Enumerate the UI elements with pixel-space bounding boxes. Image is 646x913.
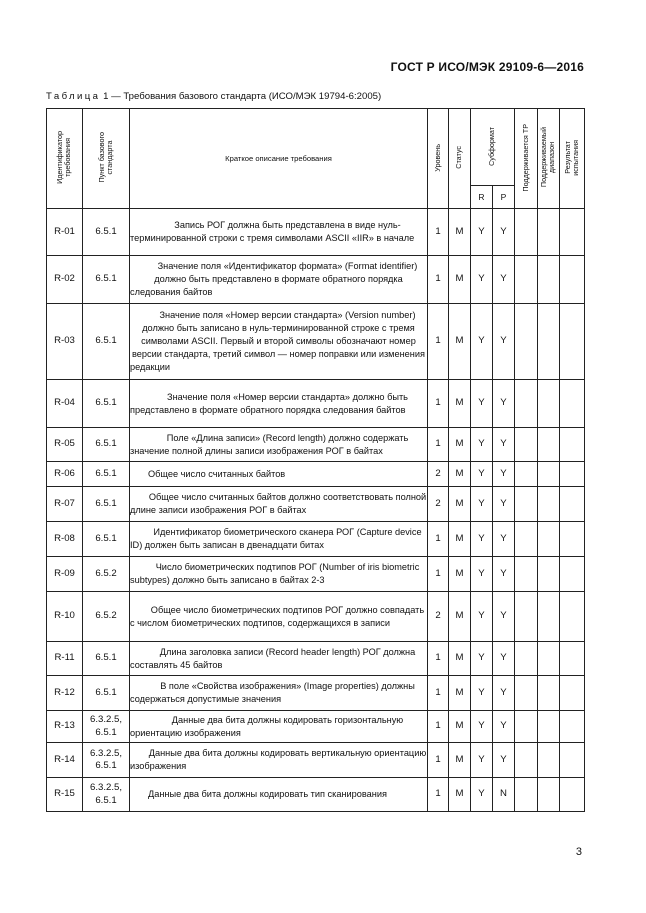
table-row: [47, 642, 585, 676]
req-subformat-r: Y: [471, 380, 493, 428]
req-clause: 6.5.1: [83, 209, 130, 256]
req-description: Общее число считанных байтов: [130, 462, 428, 487]
req-subformat-r: Y: [471, 711, 493, 743]
req-supported: [515, 304, 538, 380]
req-result: [560, 256, 585, 304]
table-row: [47, 743, 585, 778]
req-status: M: [449, 711, 471, 743]
req-description: Значение поля «Идентификатор формата» (Format identifier) должно быть представлено в формате обратного порядка следования байтов: [130, 256, 428, 304]
req-subformat-r: Y: [471, 778, 493, 812]
req-description: Длина заголовка записи (Record header length) РОГ должна составлять 45 байтов: [130, 642, 428, 676]
req-subformat-p: Y: [493, 592, 515, 642]
req-clause: 6.5.2: [83, 592, 130, 642]
req-range: [538, 304, 560, 380]
req-subformat-p: Y: [493, 743, 515, 778]
col-header-result: Результат испытания: [560, 109, 585, 209]
req-status: M: [449, 778, 471, 812]
req-clause: 6.5.2: [83, 557, 130, 592]
req-range: [538, 487, 560, 522]
col-header-status: Статус: [449, 109, 471, 209]
req-id: R-09: [47, 557, 83, 592]
table-row: [47, 557, 585, 592]
req-id: R-03: [47, 304, 83, 380]
req-id: R-04: [47, 380, 83, 428]
req-supported: [515, 428, 538, 462]
req-clause: 6.5.1: [83, 380, 130, 428]
req-status: M: [449, 642, 471, 676]
req-id: R-13: [47, 711, 83, 743]
req-result: [560, 462, 585, 487]
req-supported: [515, 676, 538, 711]
req-status: M: [449, 256, 471, 304]
req-clause: 6.5.1: [83, 462, 130, 487]
req-subformat-r: Y: [471, 462, 493, 487]
table-row: [47, 487, 585, 522]
req-level: 1: [428, 380, 449, 428]
req-id: R-05: [47, 428, 83, 462]
req-range: [538, 743, 560, 778]
req-subformat-r: Y: [471, 743, 493, 778]
req-result: [560, 711, 585, 743]
req-clause: 6.5.1: [83, 522, 130, 557]
req-level: 1: [428, 778, 449, 812]
req-subformat-p: Y: [493, 676, 515, 711]
req-status: M: [449, 557, 471, 592]
req-status: M: [449, 743, 471, 778]
req-id: R-12: [47, 676, 83, 711]
req-range: [538, 428, 560, 462]
req-status: M: [449, 304, 471, 380]
req-status: M: [449, 428, 471, 462]
req-range: [538, 522, 560, 557]
req-level: 1: [428, 256, 449, 304]
table-row: [47, 676, 585, 711]
col-header-subformat-p: P: [493, 186, 515, 209]
req-range: [538, 676, 560, 711]
req-subformat-p: Y: [493, 380, 515, 428]
req-range: [538, 209, 560, 256]
req-status: M: [449, 380, 471, 428]
req-level: 1: [428, 304, 449, 380]
req-subformat-p: Y: [493, 711, 515, 743]
req-id: R-06: [47, 462, 83, 487]
table-row: [47, 256, 585, 304]
req-description: Данные два бита должны кодировать горизонтальную ориентацию изображения: [130, 711, 428, 743]
req-supported: [515, 256, 538, 304]
req-level: 1: [428, 557, 449, 592]
req-id: R-15: [47, 778, 83, 812]
req-level: 2: [428, 462, 449, 487]
req-subformat-r: Y: [471, 256, 493, 304]
req-result: [560, 557, 585, 592]
req-level: 1: [428, 522, 449, 557]
req-description: Поле «Длина записи» (Record length) должно содержать значение полной длины записи изображения РОГ в байтах: [130, 428, 428, 462]
req-supported: [515, 778, 538, 812]
req-result: [560, 209, 585, 256]
table-row: [47, 711, 585, 743]
req-status: M: [449, 209, 471, 256]
table-row: [47, 522, 585, 557]
req-description: Данные два бита должны кодировать вертикальную ориентацию изображения: [130, 743, 428, 778]
req-subformat-r: Y: [471, 487, 493, 522]
req-clause: 6.5.1: [83, 428, 130, 462]
req-range: [538, 711, 560, 743]
req-result: [560, 428, 585, 462]
req-level: 1: [428, 743, 449, 778]
req-clause: 6.3.2.5, 6.5.1: [83, 778, 130, 812]
col-header-subformat-r: R: [471, 186, 493, 209]
req-range: [538, 256, 560, 304]
table-row: [47, 592, 585, 642]
req-description: Данные два бита должны кодировать тип сканирования: [130, 778, 428, 812]
table-caption: [46, 91, 381, 102]
req-subformat-r: Y: [471, 676, 493, 711]
req-subformat-p: Y: [493, 256, 515, 304]
req-subformat-p: Y: [493, 462, 515, 487]
table-row: [47, 778, 585, 812]
req-level: 2: [428, 487, 449, 522]
req-supported: [515, 592, 538, 642]
req-clause: 6.5.1: [83, 256, 130, 304]
req-subformat-r: Y: [471, 304, 493, 380]
req-result: [560, 522, 585, 557]
req-description: В поле «Свойства изображения» (Image properties) должны содержаться допустимые значения: [130, 676, 428, 711]
req-range: [538, 557, 560, 592]
table-row: [47, 209, 585, 256]
req-level: 1: [428, 676, 449, 711]
req-supported: [515, 522, 538, 557]
req-level: 1: [428, 428, 449, 462]
req-subformat-r: Y: [471, 557, 493, 592]
req-status: M: [449, 462, 471, 487]
col-header-range: Поддерживаемый диапазон: [538, 109, 560, 209]
req-status: M: [449, 522, 471, 557]
req-supported: [515, 487, 538, 522]
col-header-level: Уровень: [428, 109, 449, 209]
req-level: 1: [428, 642, 449, 676]
req-range: [538, 592, 560, 642]
req-result: [560, 592, 585, 642]
req-result: [560, 676, 585, 711]
req-subformat-r: Y: [471, 209, 493, 256]
req-id: R-11: [47, 642, 83, 676]
req-description: Значение поля «Номер версии стандарта» должно быть представлено в формате обратного порядка следования байтов: [130, 380, 428, 428]
req-id: R-02: [47, 256, 83, 304]
req-result: [560, 743, 585, 778]
req-status: M: [449, 676, 471, 711]
col-header-clause: Пункт базового стандарта: [83, 109, 130, 209]
col-header-id: Идентификатор требования: [47, 109, 83, 209]
req-clause: 6.5.1: [83, 304, 130, 380]
req-subformat-r: Y: [471, 642, 493, 676]
requirements-table: [46, 108, 585, 812]
req-supported: [515, 557, 538, 592]
caption-label: Таблица: [46, 91, 101, 102]
req-level: 1: [428, 711, 449, 743]
req-supported: [515, 380, 538, 428]
table-row: [47, 428, 585, 462]
table-row: [47, 462, 585, 487]
req-subformat-p: Y: [493, 304, 515, 380]
req-id: R-10: [47, 592, 83, 642]
req-subformat-r: Y: [471, 428, 493, 462]
req-subformat-r: Y: [471, 592, 493, 642]
req-status: M: [449, 592, 471, 642]
req-result: [560, 487, 585, 522]
req-result: [560, 380, 585, 428]
req-id: R-07: [47, 487, 83, 522]
req-supported: [515, 642, 538, 676]
req-subformat-p: Y: [493, 209, 515, 256]
table-row: [47, 380, 585, 428]
req-description: Число биометрических подтипов РОГ (Number of iris biometric subtypes) должно быть записано в байтах 2-3: [130, 557, 428, 592]
req-subformat-p: Y: [493, 487, 515, 522]
req-description: Общее число биометрических подтипов РОГ должно совпадать с числом биометрических подтипов, содержащихся в записи: [130, 592, 428, 642]
req-subformat-p: Y: [493, 557, 515, 592]
req-range: [538, 778, 560, 812]
req-description: Значение поля «Номер версии стандарта» (Version number) должно быть записано в нуль-терминированной строке с тремя символами ASCII. Первый и второй символы обозначают номер версии стандарта, третий символ — номер поправки или изменения редакции: [130, 304, 428, 380]
req-supported: [515, 743, 538, 778]
req-level: 2: [428, 592, 449, 642]
req-clause: 6.5.1: [83, 642, 130, 676]
req-description: Запись РОГ должна быть представлена в виде нуль-терминированной строки с тремя символами ASCII «IIR» в начале: [130, 209, 428, 256]
req-level: 1: [428, 209, 449, 256]
req-subformat-p: Y: [493, 428, 515, 462]
col-header-subformat: Субформат: [471, 109, 515, 186]
req-id: R-08: [47, 522, 83, 557]
table-row: [47, 304, 585, 380]
req-subformat-p: N: [493, 778, 515, 812]
col-header-supported: Поддерживается ТР: [515, 109, 538, 209]
req-clause: 6.5.1: [83, 676, 130, 711]
caption-title: 1 — Требования базового стандарта (ИСО/МЭК 19794-6:2005): [100, 91, 382, 102]
req-range: [538, 642, 560, 676]
req-subformat-p: Y: [493, 522, 515, 557]
req-id: R-14: [47, 743, 83, 778]
req-result: [560, 304, 585, 380]
req-range: [538, 380, 560, 428]
req-range: [538, 462, 560, 487]
req-result: [560, 642, 585, 676]
req-description: Общее число считанных байтов должно соответствовать полной длине записи изображения РОГ в байтах: [130, 487, 428, 522]
req-clause: 6.5.1: [83, 487, 130, 522]
req-result: [560, 778, 585, 812]
req-supported: [515, 209, 538, 256]
req-id: R-01: [47, 209, 83, 256]
req-supported: [515, 462, 538, 487]
col-header-description: Краткое описание требования: [130, 109, 428, 209]
req-clause: 6.3.2.5, 6.5.1: [83, 743, 130, 778]
req-supported: [515, 711, 538, 743]
req-status: M: [449, 487, 471, 522]
req-description: Идентификатор биометрического сканера РОГ (Capture device ID) должен быть записан в двенадцати битах: [130, 522, 428, 557]
page-number: 3: [575, 846, 582, 858]
req-subformat-p: Y: [493, 642, 515, 676]
req-clause: 6.3.2.5, 6.5.1: [83, 711, 130, 743]
document-code: ГОСТ Р ИСО/МЭК 29109-6—2016: [390, 60, 584, 74]
req-subformat-r: Y: [471, 522, 493, 557]
